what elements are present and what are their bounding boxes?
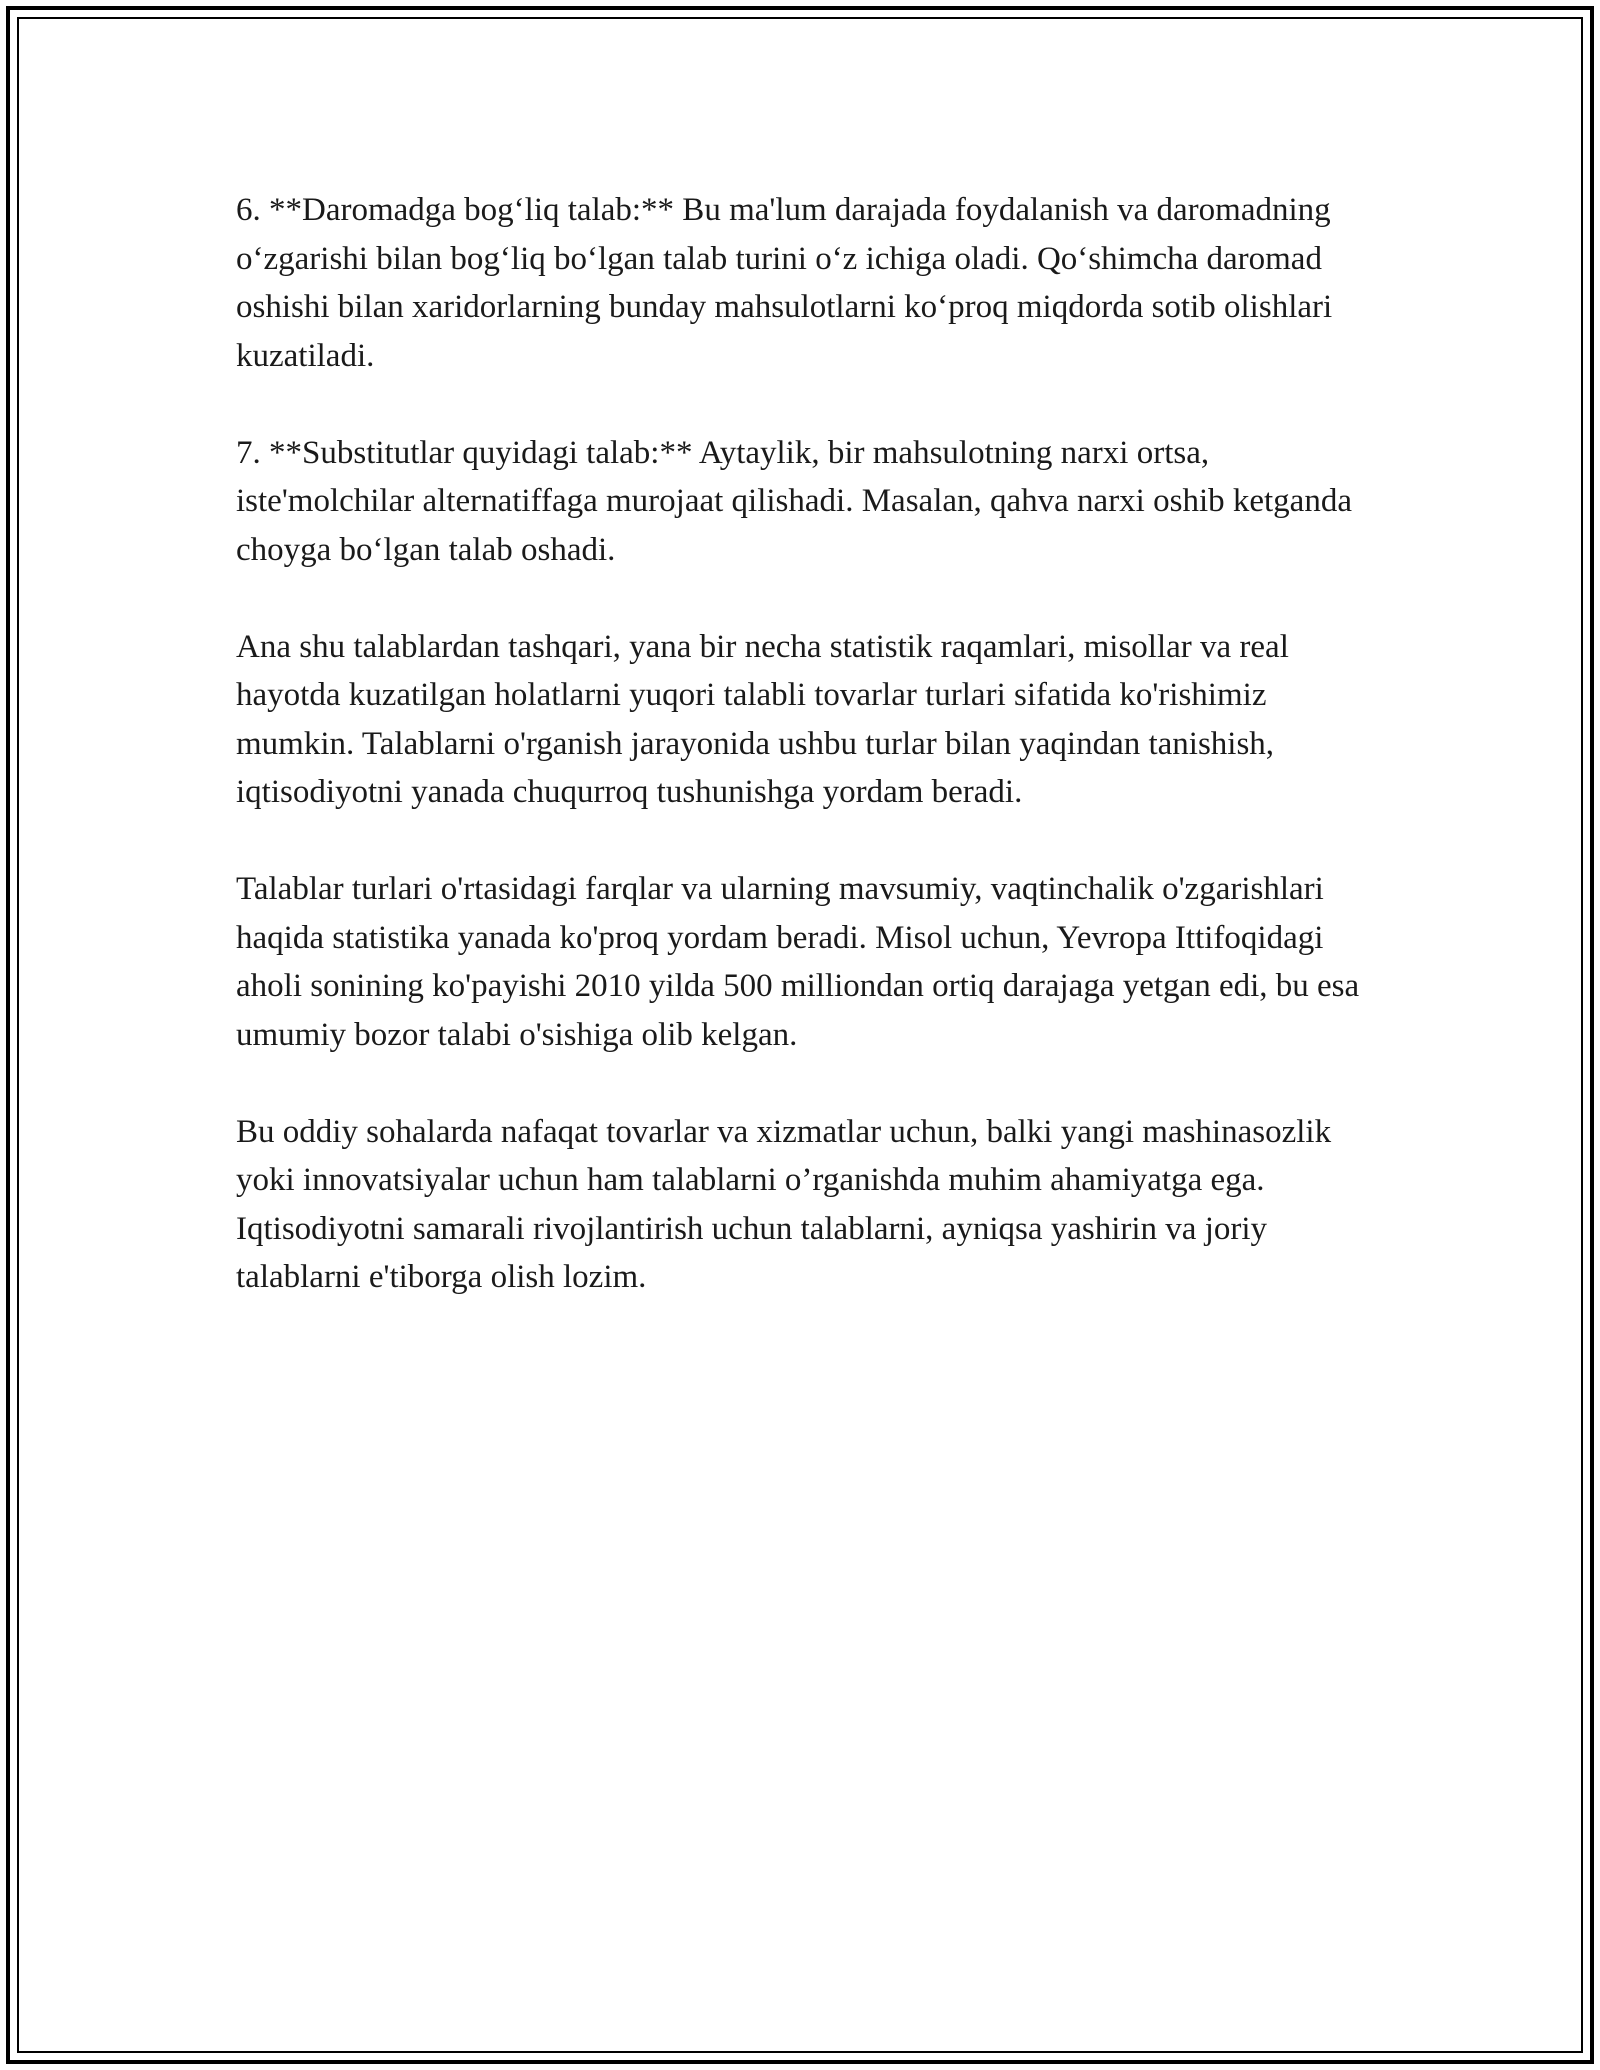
paragraph-substitute-demand: 7. **Substitutlar quyidagi talab:** Aytaylik, bir mahsulotning narxi ortsa, iste'molchilar alternatiffaga murojaat qilishadi. Masalan, qahva narxi oshib ketganda choyga bo‘lgan talab oshadi. bbox=[236, 434, 1352, 568]
paragraph-demand-statistics: Ana shu talablardan tashqari, yana bir necha statistik raqamlari, misollar va real hayotda kuzatilgan holatlarni yuqori talabli tovarlar turlari sifatida ko'rishimiz mumkin. Talablarni o'rganish jarayonida ushbu turlar bilan yaqindan tanishish, iqtisodiyotni yanada chuqurroq tushunishga yordam beradi. bbox=[236, 628, 1289, 810]
paragraph-seasonal-differences: Talablar turlari o'rtasidagi farqlar va ularning mavsumiy, vaqtinchalik o'zgarishlari haqida statistika yanada ko'proq yordam beradi. Misol uchun, Yevropa Ittifoqidagi aholi sonining ko'payishi 2010 yilda 500 milliondan ortiq darajaga yetgan edi, bu esa umumiy bozor talabi o'sishiga olib kelgan. bbox=[236, 871, 1360, 1053]
document-body bbox=[236, 186, 1366, 1350]
paragraph-income-demand: 6. **Daromadga bog‘liq talab:** Bu ma'lum darajada foydalanish va daromadning o‘zgarishi bilan bog‘liq bo‘lgan talab turini o‘z ichiga oladi. Qo‘shimcha daromad oshishi bilan xaridorlarning bunday mahsulotlarni ko‘proq miqdorda sotib olishlari kuzatiladi. bbox=[236, 192, 1333, 374]
paragraph-innovation-demand: Bu oddiy sohalarda nafaqat tovarlar va xizmatlar uchun, balki yangi mashinasozlik yoki innovatsiyalar uchun ham talablarni o’rganishda muhim ahamiyatga ega. Iqtisodiyotni samarali rivojlantirish uchun talablarni, ayniqsa yashirin va joriy talablarni e'tiborga olish lozim. bbox=[236, 1113, 1332, 1295]
